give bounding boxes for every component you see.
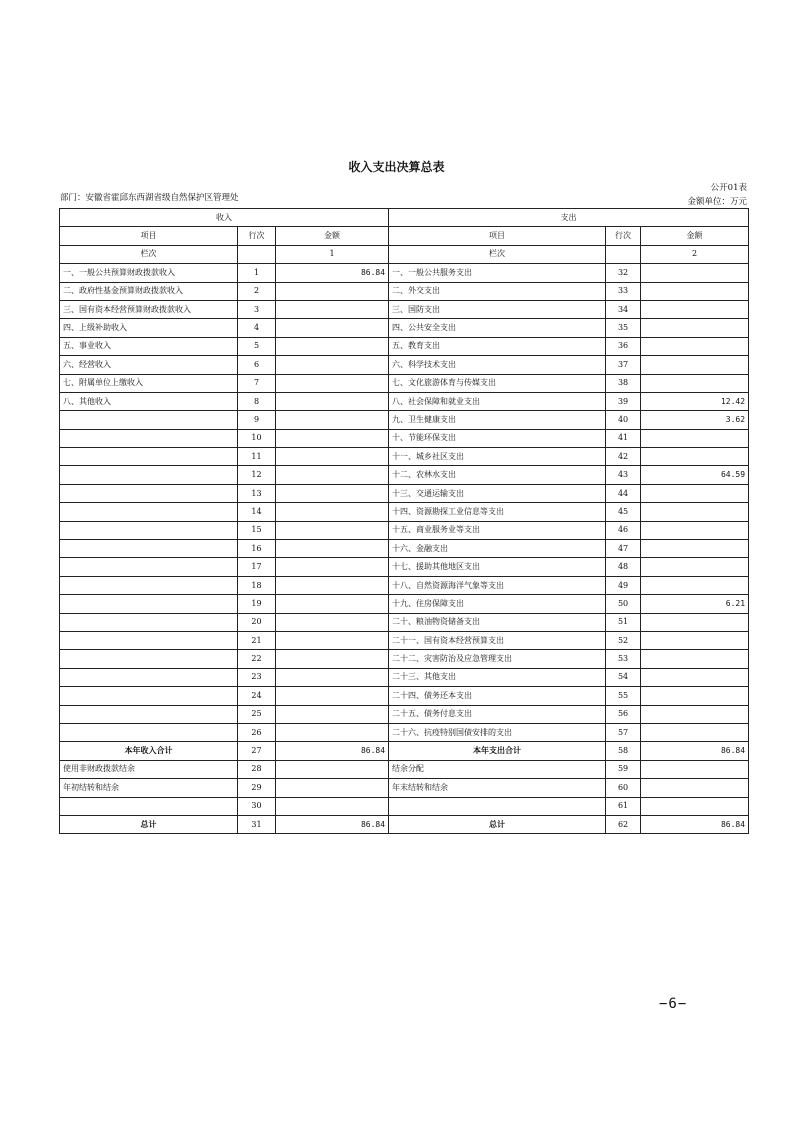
income-row-number: 7 [238,374,276,392]
expense-amount [641,723,749,741]
income-amount-header: 金额 [276,227,389,245]
income-amount [276,613,389,631]
expense-row-number: 46 [606,521,641,539]
income-amount [276,356,389,374]
expense-colno-label: 栏次 [389,245,606,263]
expense-row-number: 45 [606,503,641,521]
income-row-number: 27 [238,742,276,760]
expense-item: 十六、金融支出 [389,540,606,558]
expense-amount [641,760,749,778]
expense-item: 二十四、债务还本支出 [389,687,606,705]
expense-item: 七、文化旅游体育与传媒支出 [389,374,606,392]
table-row [60,466,749,484]
income-item: 三、国有资本经营预算财政拨款收入 [60,300,238,318]
expense-item: 本年支出合计 [389,742,606,760]
expense-row-number: 34 [606,300,641,318]
expense-item: 四、公共安全支出 [389,319,606,337]
income-row-number: 30 [238,797,276,815]
expense-row-number: 41 [606,429,641,447]
total-row [60,815,749,833]
expense-row-number: 51 [606,613,641,631]
table-row [60,576,749,594]
expense-amount [641,576,749,594]
expense-item: 十四、资源勘探工业信息等支出 [389,503,606,521]
income-amount [276,392,389,410]
expense-amount [641,668,749,686]
expense-item: 九、卫生健康支出 [389,411,606,429]
income-item [60,668,238,686]
table-row [60,392,749,410]
expense-row-number: 56 [606,705,641,723]
income-amount [276,760,389,778]
expense-item: 八、社会保障和就业支出 [389,392,606,410]
income-amount [276,595,389,613]
expense-row-number: 47 [606,540,641,558]
expense-amount-header: 金额 [641,227,749,245]
income-colno-empty [238,245,276,263]
expense-item: 二十五、债务付息支出 [389,705,606,723]
expense-row-number: 50 [606,595,641,613]
income-item [60,448,238,466]
expense-amount: 86.84 [641,815,749,833]
income-item [60,466,238,484]
expense-item: 一、一般公共服务支出 [389,264,606,282]
expense-amount: 12.42 [641,392,749,410]
table-row [60,411,749,429]
expense-row-number: 39 [606,392,641,410]
expense-row-number: 42 [606,448,641,466]
income-amount [276,687,389,705]
table-row [60,521,749,539]
income-item [60,503,238,521]
expense-item: 总计 [389,815,606,833]
section-header-row [60,209,749,227]
table-row [60,595,749,613]
expense-amount [641,282,749,300]
income-expense-table [59,208,749,834]
expense-amount [641,687,749,705]
expense-colno-empty [606,245,641,263]
income-amount [276,448,389,466]
income-row-number: 19 [238,595,276,613]
expense-rowno-header: 行次 [606,227,641,245]
income-row-number: 3 [238,300,276,318]
income-amount: 86.84 [276,815,389,833]
income-amount [276,466,389,484]
expense-item: 六、科学技术支出 [389,356,606,374]
column-number-row [60,245,749,263]
income-item: 一、一般公共预算财政拨款收入 [60,264,238,282]
expense-row-number: 55 [606,687,641,705]
income-item [60,631,238,649]
expense-amount [641,264,749,282]
expense-row-number: 53 [606,650,641,668]
expense-row-number: 37 [606,356,641,374]
expense-row-number: 52 [606,631,641,649]
table-row [60,760,749,778]
income-row-number: 22 [238,650,276,668]
income-item [60,687,238,705]
income-item: 四、上级补助收入 [60,319,238,337]
expense-item: 二十六、抗疫特别国债安排的支出 [389,723,606,741]
expense-row-number: 43 [606,466,641,484]
table-row [60,705,749,723]
expense-row-number: 33 [606,282,641,300]
expense-amount [641,631,749,649]
table-row [60,448,749,466]
income-row-number: 21 [238,631,276,649]
table-row [60,300,749,318]
expense-item: 十五、商业服务业等支出 [389,521,606,539]
income-row-number: 17 [238,558,276,576]
expense-item [389,797,606,815]
income-row-number: 8 [238,392,276,410]
income-row-number: 20 [238,613,276,631]
expense-amount [641,356,749,374]
income-row-number: 24 [238,687,276,705]
table-row [60,319,749,337]
income-item [60,484,238,502]
income-amount [276,540,389,558]
expense-amount: 6.21 [641,595,749,613]
expense-item: 十、节能环保支出 [389,429,606,447]
income-row-number: 4 [238,319,276,337]
subtotal-row [60,742,749,760]
expense-row-number: 59 [606,760,641,778]
table-row [60,687,749,705]
income-item [60,576,238,594]
income-amount [276,503,389,521]
table-row [60,668,749,686]
expense-row-number: 60 [606,779,641,797]
income-amount [276,668,389,686]
expense-amount [641,650,749,668]
income-item-header: 项目 [60,227,238,245]
expense-item: 结余分配 [389,760,606,778]
expense-amount [641,558,749,576]
expense-item: 十二、农林水支出 [389,466,606,484]
expense-item: 十一、城乡社区支出 [389,448,606,466]
income-colno-value: 1 [276,245,389,263]
department-label: 部门：安徽省霍邱东西湖省级自然保护区管理处 [60,193,239,203]
income-row-number: 5 [238,337,276,355]
income-amount [276,797,389,815]
income-amount [276,484,389,502]
income-amount [276,300,389,318]
income-item [60,650,238,668]
expense-amount [641,374,749,392]
income-amount [276,337,389,355]
expense-item: 五、教育支出 [389,337,606,355]
income-row-number: 1 [238,264,276,282]
table-row [60,503,749,521]
form-number: 公开01表 [710,183,747,193]
income-row-number: 6 [238,356,276,374]
expense-amount [641,779,749,797]
table-row [60,337,749,355]
income-item [60,411,238,429]
expense-item: 十九、住房保障支出 [389,595,606,613]
income-row-number: 2 [238,282,276,300]
income-item [60,540,238,558]
unit-label: 金额单位：万元 [687,197,747,207]
income-item: 六、经营收入 [60,356,238,374]
income-item: 二、政府性基金预算财政拨款收入 [60,282,238,300]
income-item: 年初结转和结余 [60,779,238,797]
expense-row-number: 57 [606,723,641,741]
column-header-row [60,227,749,245]
income-item: 八、其他收入 [60,392,238,410]
expense-item: 十八、自然资源海洋气象等支出 [389,576,606,594]
income-row-number: 9 [238,411,276,429]
income-item: 五、事业收入 [60,337,238,355]
expense-row-number: 44 [606,484,641,502]
income-row-number: 13 [238,484,276,502]
income-item [60,723,238,741]
expense-amount: 3.62 [641,411,749,429]
income-amount [276,705,389,723]
income-item: 本年收入合计 [60,742,238,760]
income-item: 总计 [60,815,238,833]
expense-item: 二十一、国有资本经营预算支出 [389,631,606,649]
income-row-number: 31 [238,815,276,833]
income-amount [276,282,389,300]
table-row [60,650,749,668]
table-row [60,356,749,374]
income-item [60,797,238,815]
table-row [60,779,749,797]
table-row [60,429,749,447]
income-item: 七、附属单位上缴收入 [60,374,238,392]
income-row-number: 10 [238,429,276,447]
expense-amount [641,337,749,355]
income-amount [276,779,389,797]
income-colno-label: 栏次 [60,245,238,263]
income-amount [276,576,389,594]
table-row [60,797,749,815]
expense-row-number: 36 [606,337,641,355]
expense-amount [641,319,749,337]
expense-item: 二十二、灾害防治及应急管理支出 [389,650,606,668]
income-row-number: 29 [238,779,276,797]
expense-amount: 86.84 [641,742,749,760]
expense-row-number: 58 [606,742,641,760]
expense-amount [641,503,749,521]
income-amount [276,521,389,539]
expense-amount [641,300,749,318]
income-amount [276,558,389,576]
income-amount [276,429,389,447]
table-row [60,723,749,741]
expense-row-number: 38 [606,374,641,392]
expense-amount [641,484,749,502]
expense-row-number: 32 [606,264,641,282]
income-amount: 86.84 [276,742,389,760]
income-row-number: 14 [238,503,276,521]
income-item [60,558,238,576]
income-item [60,521,238,539]
income-row-number: 11 [238,448,276,466]
income-amount [276,631,389,649]
expense-row-number: 62 [606,815,641,833]
expense-item: 十七、援助其他地区支出 [389,558,606,576]
income-row-number: 15 [238,521,276,539]
income-amount [276,411,389,429]
expense-item: 十三、交通运输支出 [389,484,606,502]
income-row-number: 28 [238,760,276,778]
page-number: −6− [659,996,688,1012]
expense-header: 支出 [389,209,749,227]
expense-row-number: 49 [606,576,641,594]
table-row [60,631,749,649]
page-title: 收入支出决算总表 [348,160,445,174]
expense-item: 二十三、其他支出 [389,668,606,686]
income-item: 使用非财政拨款结余 [60,760,238,778]
income-row-number: 18 [238,576,276,594]
expense-amount [641,429,749,447]
income-amount [276,374,389,392]
income-row-number: 26 [238,723,276,741]
expense-row-number: 61 [606,797,641,815]
expense-item: 二十、粮油物资储备支出 [389,613,606,631]
expense-row-number: 54 [606,668,641,686]
expense-row-number: 48 [606,558,641,576]
expense-amount [641,705,749,723]
table-row [60,484,749,502]
expense-amount [641,521,749,539]
expense-row-number: 40 [606,411,641,429]
income-header: 收入 [60,209,389,227]
income-item [60,613,238,631]
income-row-number: 12 [238,466,276,484]
income-item [60,595,238,613]
income-item [60,705,238,723]
expense-amount: 64.59 [641,466,749,484]
table-row [60,558,749,576]
expense-colno-value: 2 [641,245,749,263]
table-row [60,374,749,392]
table-row [60,540,749,558]
expense-amount [641,613,749,631]
expense-item: 三、国防支出 [389,300,606,318]
table-row [60,613,749,631]
table-row [60,264,749,282]
table-row [60,282,749,300]
income-row-number: 25 [238,705,276,723]
income-amount [276,723,389,741]
expense-amount [641,448,749,466]
expense-amount [641,540,749,558]
expense-item-header: 项目 [389,227,606,245]
income-amount [276,319,389,337]
income-row-number: 23 [238,668,276,686]
expense-amount [641,797,749,815]
expense-item: 年末结转和结余 [389,779,606,797]
income-amount [276,650,389,668]
income-rowno-header: 行次 [238,227,276,245]
income-amount: 86.84 [276,264,389,282]
expense-item: 二、外交支出 [389,282,606,300]
income-item [60,429,238,447]
income-row-number: 16 [238,540,276,558]
expense-row-number: 35 [606,319,641,337]
